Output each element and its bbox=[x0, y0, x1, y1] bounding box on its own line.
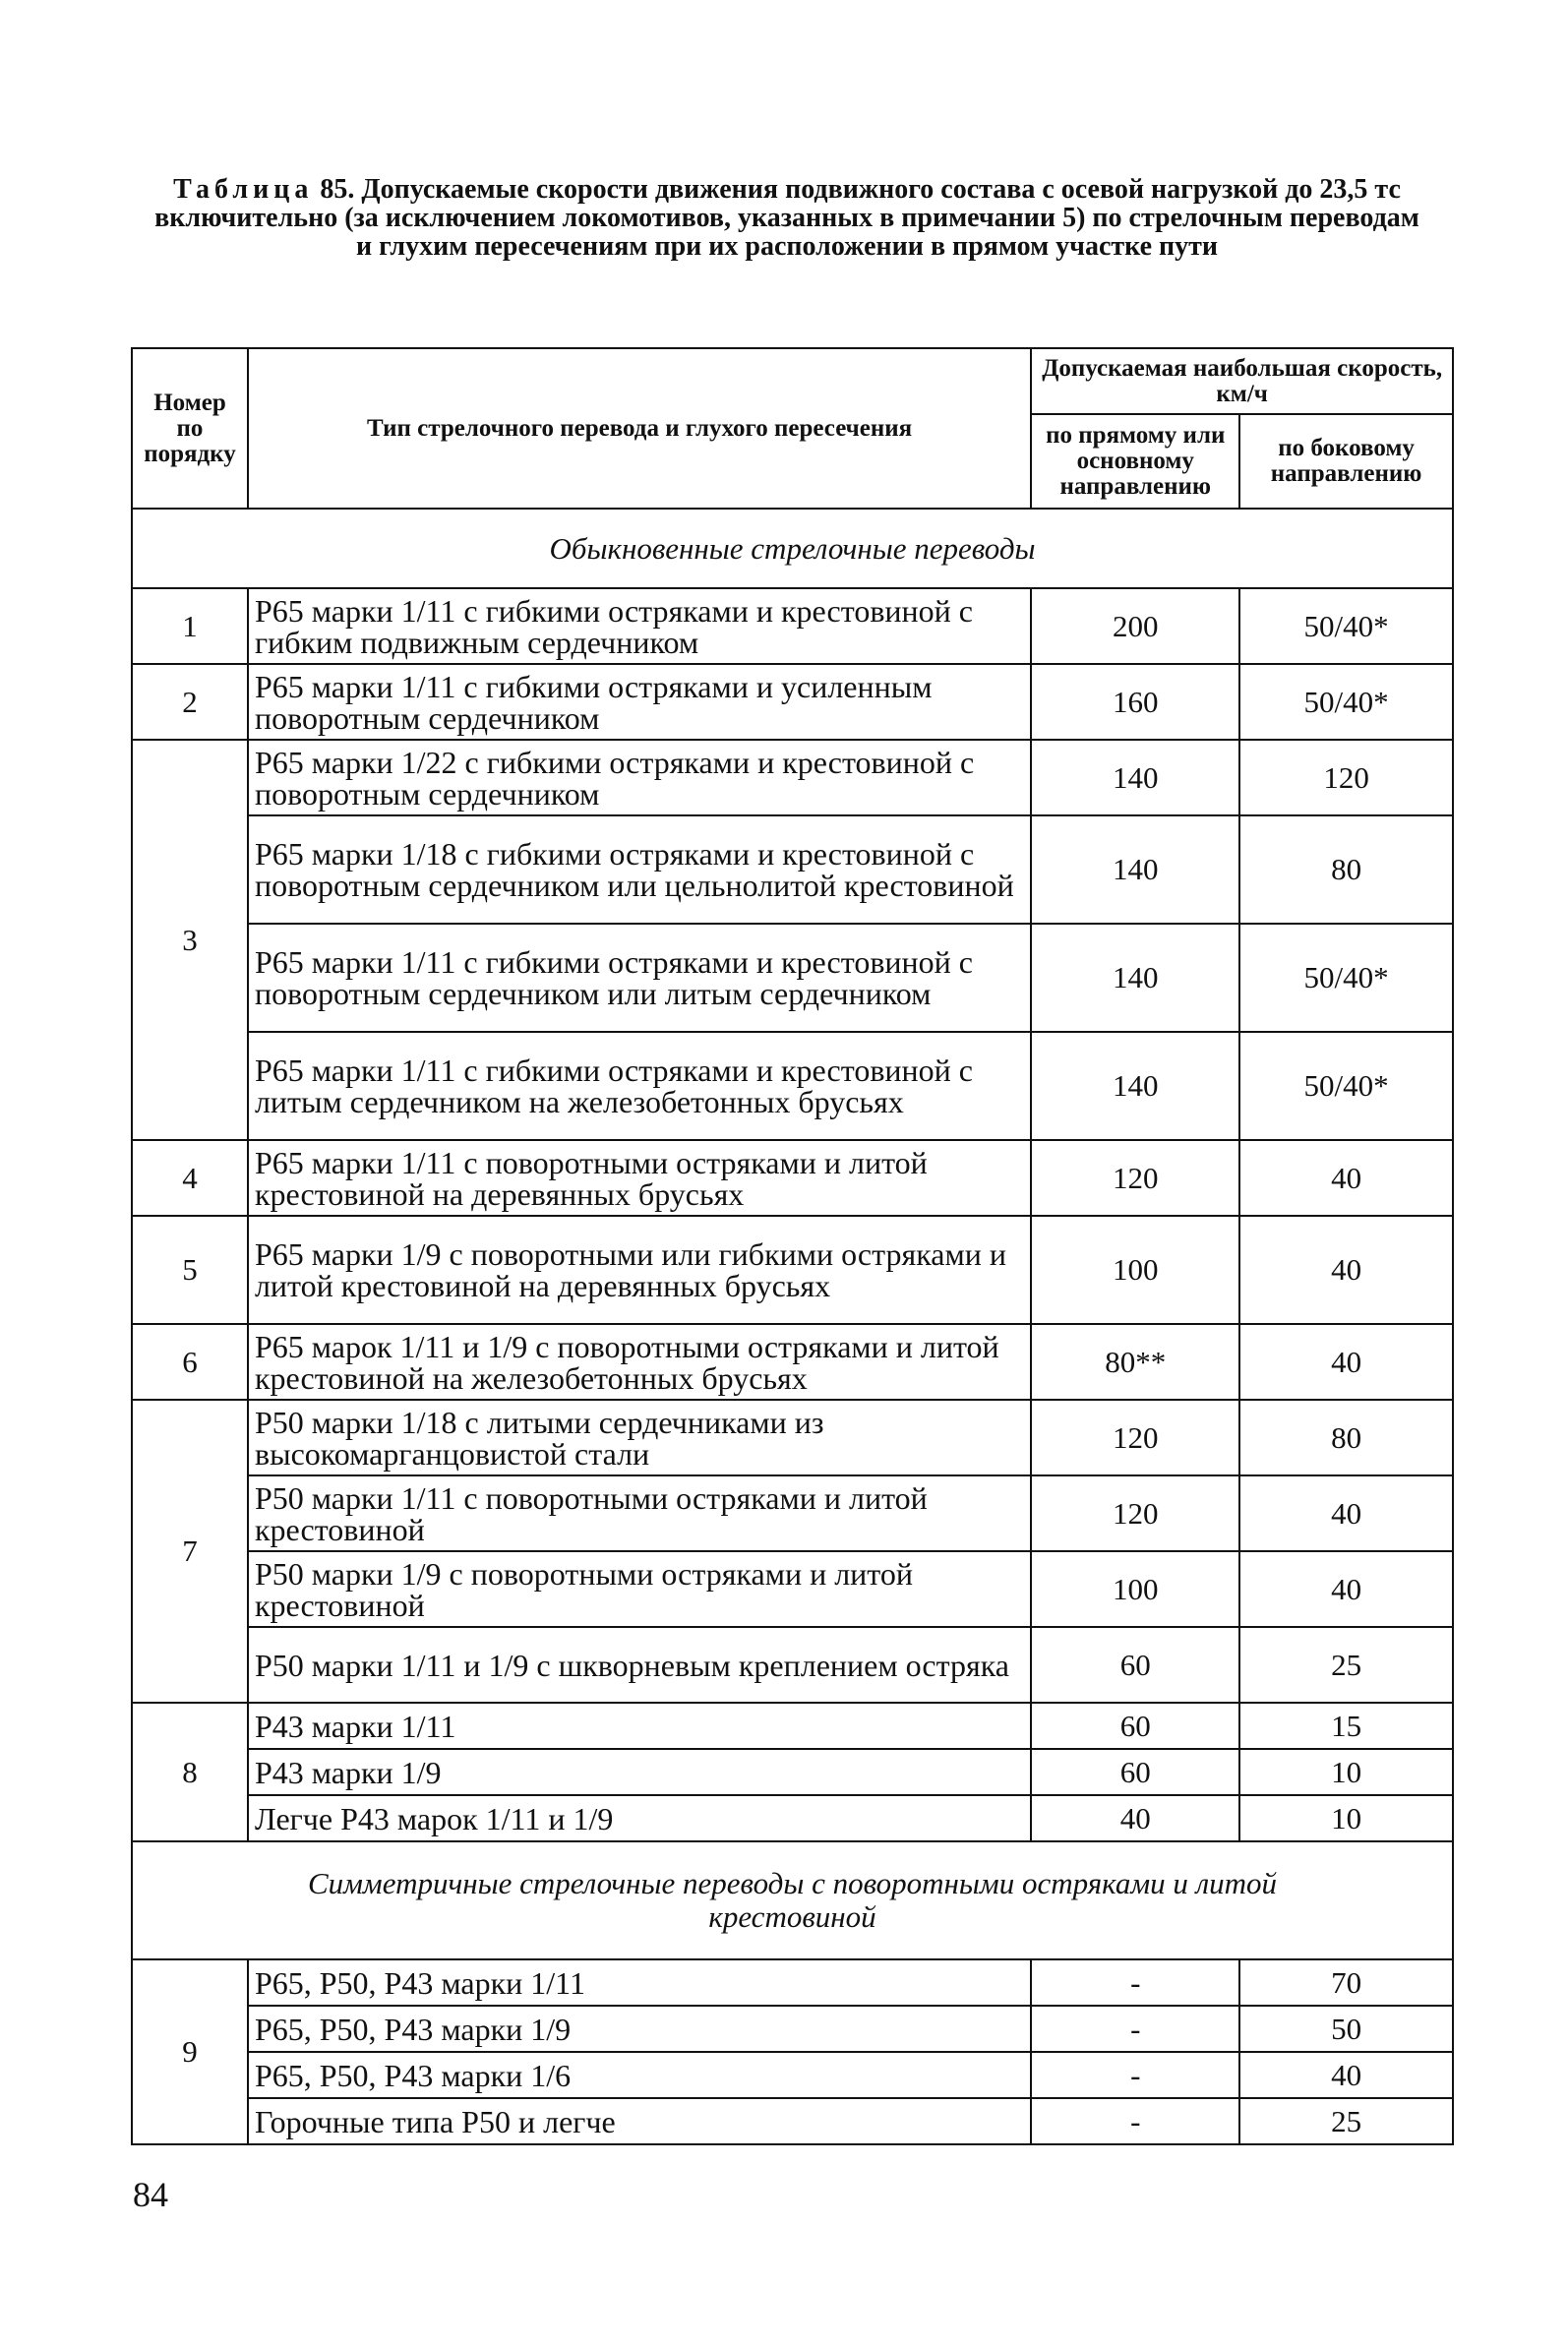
row-type: Р65, Р50, Р43 марки 1/11 bbox=[248, 1959, 1031, 2006]
table-row bbox=[132, 1795, 1453, 1841]
header-row bbox=[132, 348, 1453, 414]
header-number: Номер по порядку bbox=[132, 348, 248, 509]
table-row bbox=[132, 924, 1453, 1032]
row-speed-side: 40 bbox=[1239, 1140, 1453, 1216]
row-type: Р50 марки 1/11 и 1/9 с шкворневым креплением остряка bbox=[248, 1627, 1031, 1703]
row-type: Р65 марки 1/9 с поворотными или гибкими остряками и литой крестовиной на деревянных брусьях bbox=[248, 1216, 1031, 1324]
row-number: 7 bbox=[132, 1400, 248, 1703]
table-row bbox=[132, 1749, 1453, 1795]
row-speed-straight: 60 bbox=[1031, 1627, 1239, 1703]
row-type: Р65 марки 1/11 с поворотными остряками и литой крестовиной на деревянных брусьях bbox=[248, 1140, 1031, 1216]
row-speed-straight: 140 bbox=[1031, 740, 1239, 815]
header-type: Тип стрелочного перевода и глухого пересечения bbox=[248, 348, 1031, 509]
row-speed-side: 40 bbox=[1239, 1324, 1453, 1400]
row-type: Р50 марки 1/11 с поворотными остряками и литой крестовиной bbox=[248, 1475, 1031, 1551]
row-speed-straight: 200 bbox=[1031, 588, 1239, 664]
table-row bbox=[132, 1627, 1453, 1703]
table-row bbox=[132, 2006, 1453, 2052]
row-number: 1 bbox=[132, 588, 248, 664]
row-speed-side: 80 bbox=[1239, 815, 1453, 924]
row-speed-side: 50 bbox=[1239, 2006, 1453, 2052]
table-row bbox=[132, 1703, 1453, 1749]
table-row bbox=[132, 1400, 1453, 1475]
row-speed-side: 50/40* bbox=[1239, 588, 1453, 664]
row-speed-side: 50/40* bbox=[1239, 924, 1453, 1032]
row-speed-side: 40 bbox=[1239, 1475, 1453, 1551]
row-speed-side: 15 bbox=[1239, 1703, 1453, 1749]
row-type: Р65 марки 1/11 с гибкими остряками и крестовиной с литым сердечником на железобетонных брусьях bbox=[248, 1032, 1031, 1140]
row-speed-side: 40 bbox=[1239, 1551, 1453, 1627]
table-row bbox=[132, 1216, 1453, 1324]
row-speed-straight: 160 bbox=[1031, 664, 1239, 740]
row-speed-straight: 100 bbox=[1031, 1551, 1239, 1627]
row-speed-straight: 80** bbox=[1031, 1324, 1239, 1400]
row-speed-straight: - bbox=[1031, 2006, 1239, 2052]
row-speed-straight: 120 bbox=[1031, 1400, 1239, 1475]
row-type: Р65 марки 1/22 с гибкими остряками и крестовиной с поворотным сердечником bbox=[248, 740, 1031, 815]
header-side: по боковому направлению bbox=[1239, 414, 1453, 509]
page-number: 84 bbox=[133, 2175, 168, 2214]
row-speed-side: 25 bbox=[1239, 1627, 1453, 1703]
section-symmetric bbox=[132, 1841, 1453, 1959]
row-speed-straight: 120 bbox=[1031, 1140, 1239, 1216]
row-speed-straight: 60 bbox=[1031, 1703, 1239, 1749]
row-type: Р50 марки 1/9 с поворотными остряками и литой крестовиной bbox=[248, 1551, 1031, 1627]
row-speed-straight: - bbox=[1031, 2052, 1239, 2098]
row-speed-side: 40 bbox=[1239, 1216, 1453, 1324]
row-speed-side: 25 bbox=[1239, 2098, 1453, 2144]
caption-text: 85. Допускаемые скорости движения подвижного состава с осевой нагрузкой до 23,5 тс включительно (за исключением локомотивов, указанных в примечании 5) по стрелочным переводам и глухим пересечениям при их расположении в прямом участке пути bbox=[154, 174, 1419, 262]
table-row bbox=[132, 2098, 1453, 2144]
row-type: Р65, Р50, Р43 марки 1/9 bbox=[248, 2006, 1031, 2052]
row-speed-straight: 140 bbox=[1031, 815, 1239, 924]
section-row bbox=[132, 1841, 1453, 1959]
table-row bbox=[132, 815, 1453, 924]
row-type: Р65 марки 1/11 с гибкими остряками и усиленным поворотным сердечником bbox=[248, 664, 1031, 740]
row-speed-side: 50/40* bbox=[1239, 1032, 1453, 1140]
header-speed: Допускаемая наибольшая скорость, км/ч bbox=[1031, 348, 1453, 414]
row-speed-side: 120 bbox=[1239, 740, 1453, 815]
row-type: Горочные типа Р50 и легче bbox=[248, 2098, 1031, 2144]
header-straight: по прямому или основному направлению bbox=[1031, 414, 1239, 509]
table-row bbox=[132, 1551, 1453, 1627]
table-row bbox=[132, 664, 1453, 740]
row-type: Р43 марки 1/9 bbox=[248, 1749, 1031, 1795]
row-speed-side: 80 bbox=[1239, 1400, 1453, 1475]
row-number: 5 bbox=[132, 1216, 248, 1324]
row-number: 4 bbox=[132, 1140, 248, 1216]
row-type: Р65 марки 1/18 с гибкими остряками и крестовиной с поворотным сердечником или цельнолитой крестовиной bbox=[248, 815, 1031, 924]
table-row bbox=[132, 1959, 1453, 2006]
caption-label: Таблица bbox=[173, 174, 314, 205]
row-speed-straight: - bbox=[1031, 2098, 1239, 2144]
row-speed-side: 50/40* bbox=[1239, 664, 1453, 740]
row-type: Р65 марок 1/11 и 1/9 с поворотными остряками и литой крестовиной на железобетонных брусьях bbox=[248, 1324, 1031, 1400]
row-number: 2 bbox=[132, 664, 248, 740]
row-number: 6 bbox=[132, 1324, 248, 1400]
table-row bbox=[132, 2052, 1453, 2098]
table-row bbox=[132, 588, 1453, 664]
row-type: Легче Р43 марок 1/11 и 1/9 bbox=[248, 1795, 1031, 1841]
row-speed-side: 40 bbox=[1239, 2052, 1453, 2098]
row-type: Р65 марки 1/11 с гибкими остряками и крестовиной с поворотным сердечником или литым сердечником bbox=[248, 924, 1031, 1032]
row-speed-side: 70 bbox=[1239, 1959, 1453, 2006]
table-row bbox=[132, 1475, 1453, 1551]
section-ordinary: Обыкновенные стрелочные переводы bbox=[132, 509, 1453, 588]
row-speed-side: 10 bbox=[1239, 1749, 1453, 1795]
row-speed-straight: 120 bbox=[1031, 1475, 1239, 1551]
table-row bbox=[132, 1324, 1453, 1400]
speed-table bbox=[131, 347, 1454, 2145]
row-type: Р65 марки 1/11 с гибкими остряками и крестовиной с гибким подвижным сердечником bbox=[248, 588, 1031, 664]
row-speed-straight: 140 bbox=[1031, 1032, 1239, 1140]
row-number: 3 bbox=[132, 740, 248, 1140]
section-row bbox=[132, 509, 1453, 588]
row-speed-straight: 40 bbox=[1031, 1795, 1239, 1841]
row-type: Р50 марки 1/18 с литыми сердечниками из высокомарганцовистой стали bbox=[248, 1400, 1031, 1475]
table-row bbox=[132, 1032, 1453, 1140]
row-speed-straight: 60 bbox=[1031, 1749, 1239, 1795]
table-row bbox=[132, 1140, 1453, 1216]
row-speed-straight: - bbox=[1031, 1959, 1239, 2006]
row-speed-straight: 140 bbox=[1031, 924, 1239, 1032]
row-number: 9 bbox=[132, 1959, 248, 2144]
row-type: Р43 марки 1/11 bbox=[248, 1703, 1031, 1749]
table-row bbox=[132, 740, 1453, 815]
row-number: 8 bbox=[132, 1703, 248, 1841]
row-type: Р65, Р50, Р43 марки 1/6 bbox=[248, 2052, 1031, 2098]
row-speed-side: 10 bbox=[1239, 1795, 1453, 1841]
table-caption bbox=[148, 175, 1426, 261]
section-symmetric-text: Симметричные стрелочные переводы с поворотными остряками и литой крестовиной bbox=[307, 1866, 1278, 1934]
row-speed-straight: 100 bbox=[1031, 1216, 1239, 1324]
